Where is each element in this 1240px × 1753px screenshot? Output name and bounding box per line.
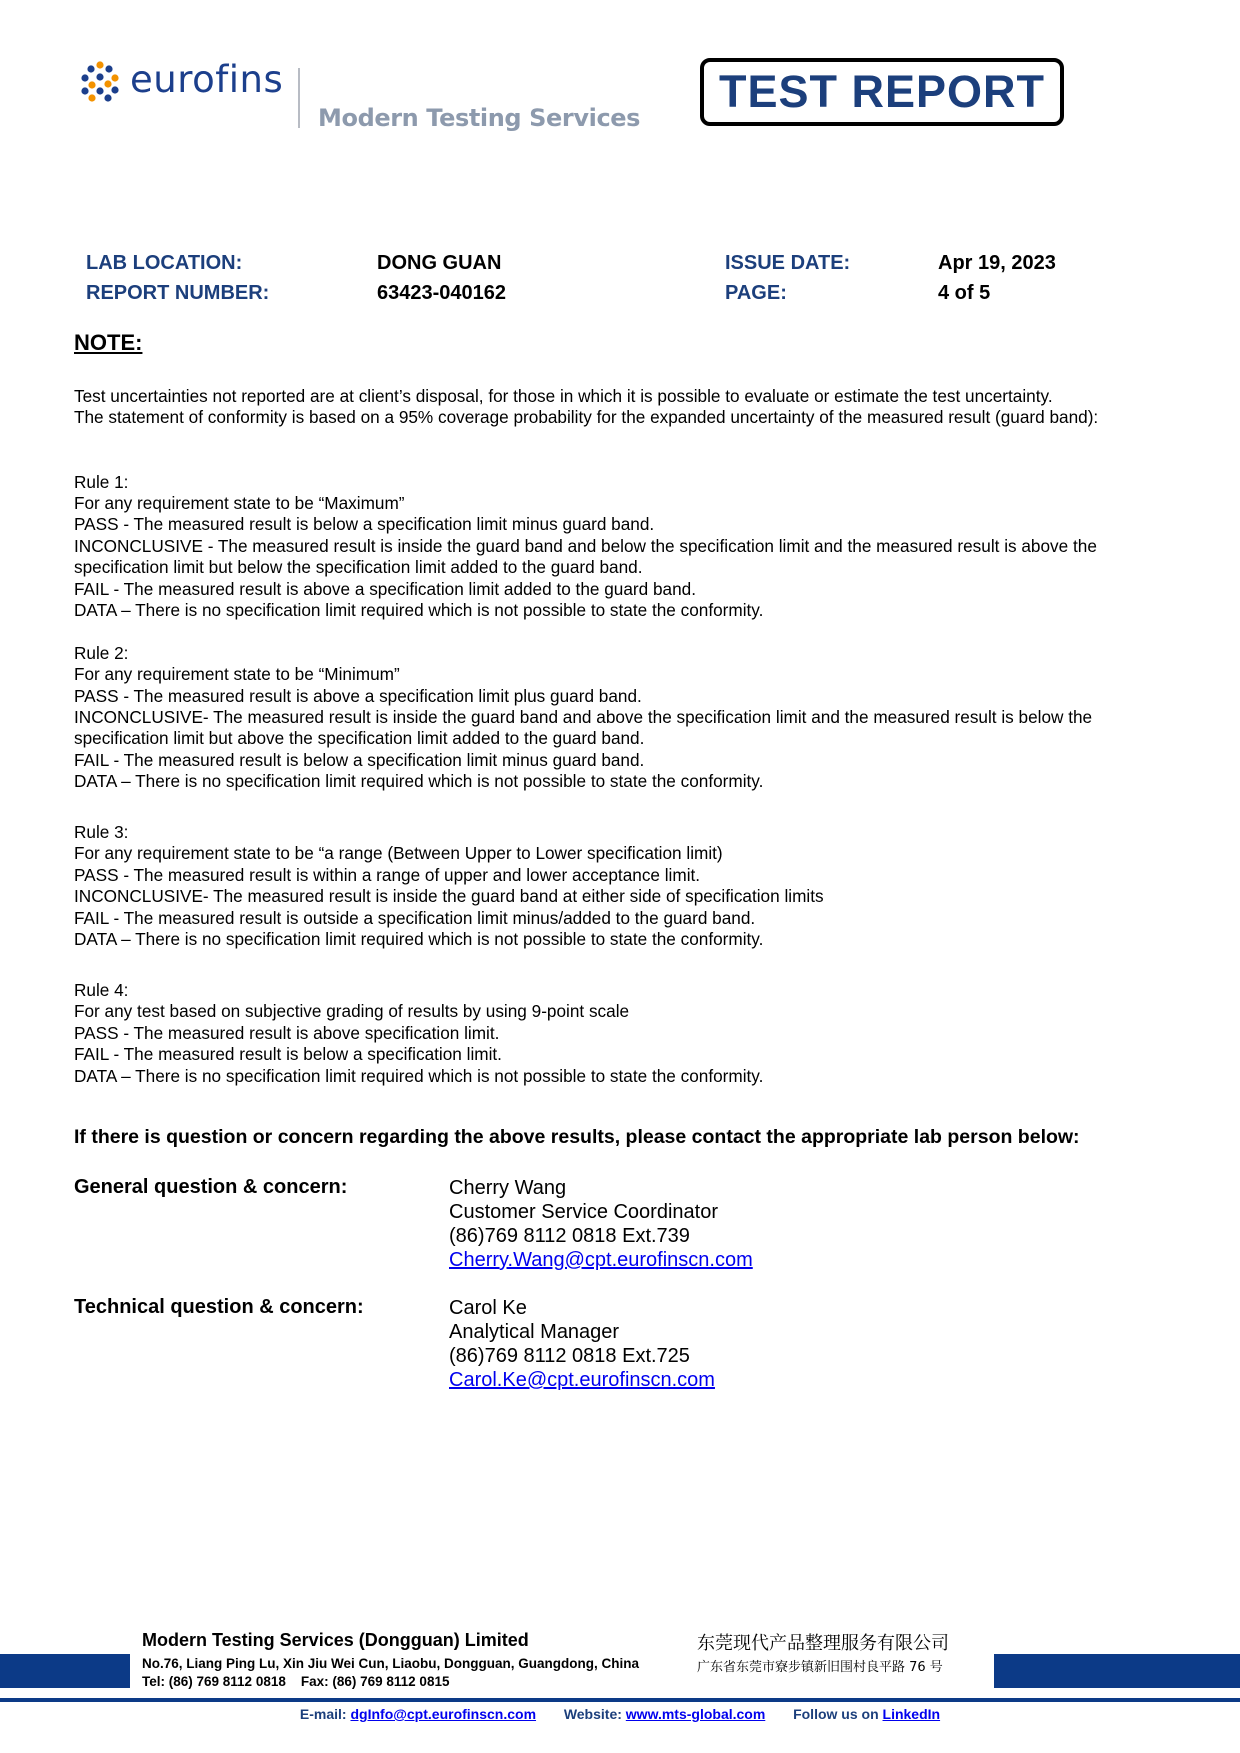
rule-line: INCONCLUSIVE - The measured result is inside the guard band and below the specification limit and the measured result is above the specification limit but below the specification limit added to the guard band. xyxy=(74,535,1097,578)
rule-line: For any requirement state to be “Maximum” xyxy=(74,493,405,513)
contact-question: If there is question or concern regarding the above results, please contact the appropriate lab person below: xyxy=(74,1126,1080,1148)
footer-linkedin-link[interactable]: LinkedIn xyxy=(882,1706,941,1722)
general-question-label: General question & concern: xyxy=(74,1176,348,1198)
rule-title: Rule 1: xyxy=(74,471,129,492)
rule-line: DATA – There is no specification limit required which is not possible to state the conformity. xyxy=(74,771,764,792)
lab-location-label: LAB LOCATION: xyxy=(86,252,243,274)
report-number-label: REPORT NUMBER: xyxy=(86,282,270,304)
rule-title: Rule 4: xyxy=(74,979,129,1000)
footer-follow-label: Follow us on xyxy=(793,1706,879,1722)
logo-subtitle: Modern Testing Services xyxy=(318,104,641,132)
logo-text: eurofins xyxy=(130,58,284,101)
contact-phone: (86)769 8112 0818 Ext.725 xyxy=(449,1345,690,1367)
rule-line: FAIL - The measured result is below a specification limit minus guard band. xyxy=(74,749,645,770)
rule-line: DATA – There is no specification limit required which is not possible to state the conformity. xyxy=(74,1065,764,1086)
rule-line: PASS - The measured result is above specification limit. xyxy=(74,1022,500,1043)
general-contact xyxy=(449,1176,753,1272)
rule-line: FAIL - The measured result is below a specification limit. xyxy=(74,1044,502,1065)
footer-email-label: E-mail: xyxy=(299,1706,347,1722)
rule-4 xyxy=(74,980,1174,1087)
rule-line: INCONCLUSIVE- The measured result is inside the guard band at either side of specification limits xyxy=(74,886,824,907)
rule-line: DATA – There is no specification limit required which is not possible to state the conformity. xyxy=(74,600,764,621)
issue-date-value: Apr 19, 2023 xyxy=(938,252,1056,274)
footer-address-cn: 广东省东莞市寮步镇新旧围村良平路 76 号 xyxy=(697,1660,943,1675)
rule-line: DATA – There is no specification limit required which is not possible to state the conformity. xyxy=(74,929,764,950)
page-value: 4 of 5 xyxy=(938,282,991,304)
contact-name: Cherry Wang xyxy=(449,1177,567,1199)
eurofins-logo-icon xyxy=(78,60,122,104)
rule-2 xyxy=(74,643,1174,793)
report-title-box xyxy=(700,58,1064,126)
technical-email-link[interactable]: Carol.Ke@cpt.eurofinscn.com xyxy=(449,1369,715,1391)
footer-email-link[interactable]: dgInfo@cpt.eurofinscn.com xyxy=(350,1706,537,1722)
eurofins-logo xyxy=(78,58,318,108)
rule-line: FAIL - The measured result is above a specification limit added to the guard band. xyxy=(74,578,696,599)
footer-company-cn: 东莞现代产品整理服务有限公司 xyxy=(697,1633,949,1654)
report-title: TEST REPORT xyxy=(718,66,1046,117)
rule-line: For any requirement state to be “a range (Between Upper to Lower specification limit) xyxy=(74,843,723,864)
rule-line: For any requirement state to be “Minimum” xyxy=(74,664,400,685)
technical-question-label: Technical question & concern: xyxy=(74,1296,364,1318)
rule-1 xyxy=(74,472,1174,622)
footer-bar-left xyxy=(0,1654,130,1688)
lab-location-value: DONG GUAN xyxy=(377,252,502,274)
rule-line: INCONCLUSIVE- The measured result is inside the guard band and above the specification limit and the measured result is below the specification limit but above the specification limit added to the guard band. xyxy=(74,707,1093,749)
rule-line: FAIL - The measured result is outside a specification limit minus/added to the guard band. xyxy=(74,907,756,928)
contact-title: Customer Service Coordinator xyxy=(449,1201,718,1223)
rule-title: Rule 2: xyxy=(74,642,129,663)
note-heading: NOTE: xyxy=(74,330,143,355)
report-number-value: 63423-040162 xyxy=(377,282,507,304)
footer-company: Modern Testing Services (Dongguan) Limited xyxy=(142,1630,529,1650)
footer-website-link[interactable]: www.mts-global.com xyxy=(625,1706,766,1722)
footer-links xyxy=(0,1706,1240,1722)
rule-line: PASS - The measured result is within a range of upper and lower acceptance limit. xyxy=(74,864,701,885)
note-intro-1: Test uncertainties not reported are at client’s disposal, for those in which it is possible to evaluate or estimate the test uncertainty. xyxy=(74,386,1053,406)
rule-title: Rule 3: xyxy=(74,822,129,843)
logo-divider xyxy=(298,68,300,128)
issue-date-label: ISSUE DATE: xyxy=(725,252,851,274)
footer-rule xyxy=(0,1698,1240,1702)
rule-3 xyxy=(74,822,1174,950)
rule-line: PASS - The measured result is below a specification limit minus guard band. xyxy=(74,514,655,535)
footer-website-label: Website: xyxy=(563,1706,622,1722)
footer-bar-right xyxy=(994,1654,1240,1688)
contact-phone: (86)769 8112 0818 Ext.739 xyxy=(449,1225,690,1247)
technical-contact xyxy=(449,1296,715,1392)
footer-address: No.76, Liang Ping Lu, Xin Jiu Wei Cun, Liaobu, Dongguan, Guangdong, China xyxy=(142,1656,639,1671)
contact-name: Carol Ke xyxy=(449,1297,527,1319)
rule-line: PASS - The measured result is above a specification limit plus guard band. xyxy=(74,685,642,706)
footer-tel-fax: Tel: (86) 769 8112 0818 Fax: (86) 769 8112 0815 xyxy=(142,1674,450,1689)
page-label: PAGE: xyxy=(725,282,787,304)
rule-line: For any test based on subjective grading of results by using 9-point scale xyxy=(74,1001,630,1022)
note-intro-2: The statement of conformity is based on a 95% coverage probability for the expanded uncertainty of the measured result (guard band): xyxy=(74,407,1099,428)
contact-title: Analytical Manager xyxy=(449,1321,620,1343)
general-email-link[interactable]: Cherry.Wang@cpt.eurofinscn.com xyxy=(449,1249,753,1271)
note-body xyxy=(74,386,1174,1087)
